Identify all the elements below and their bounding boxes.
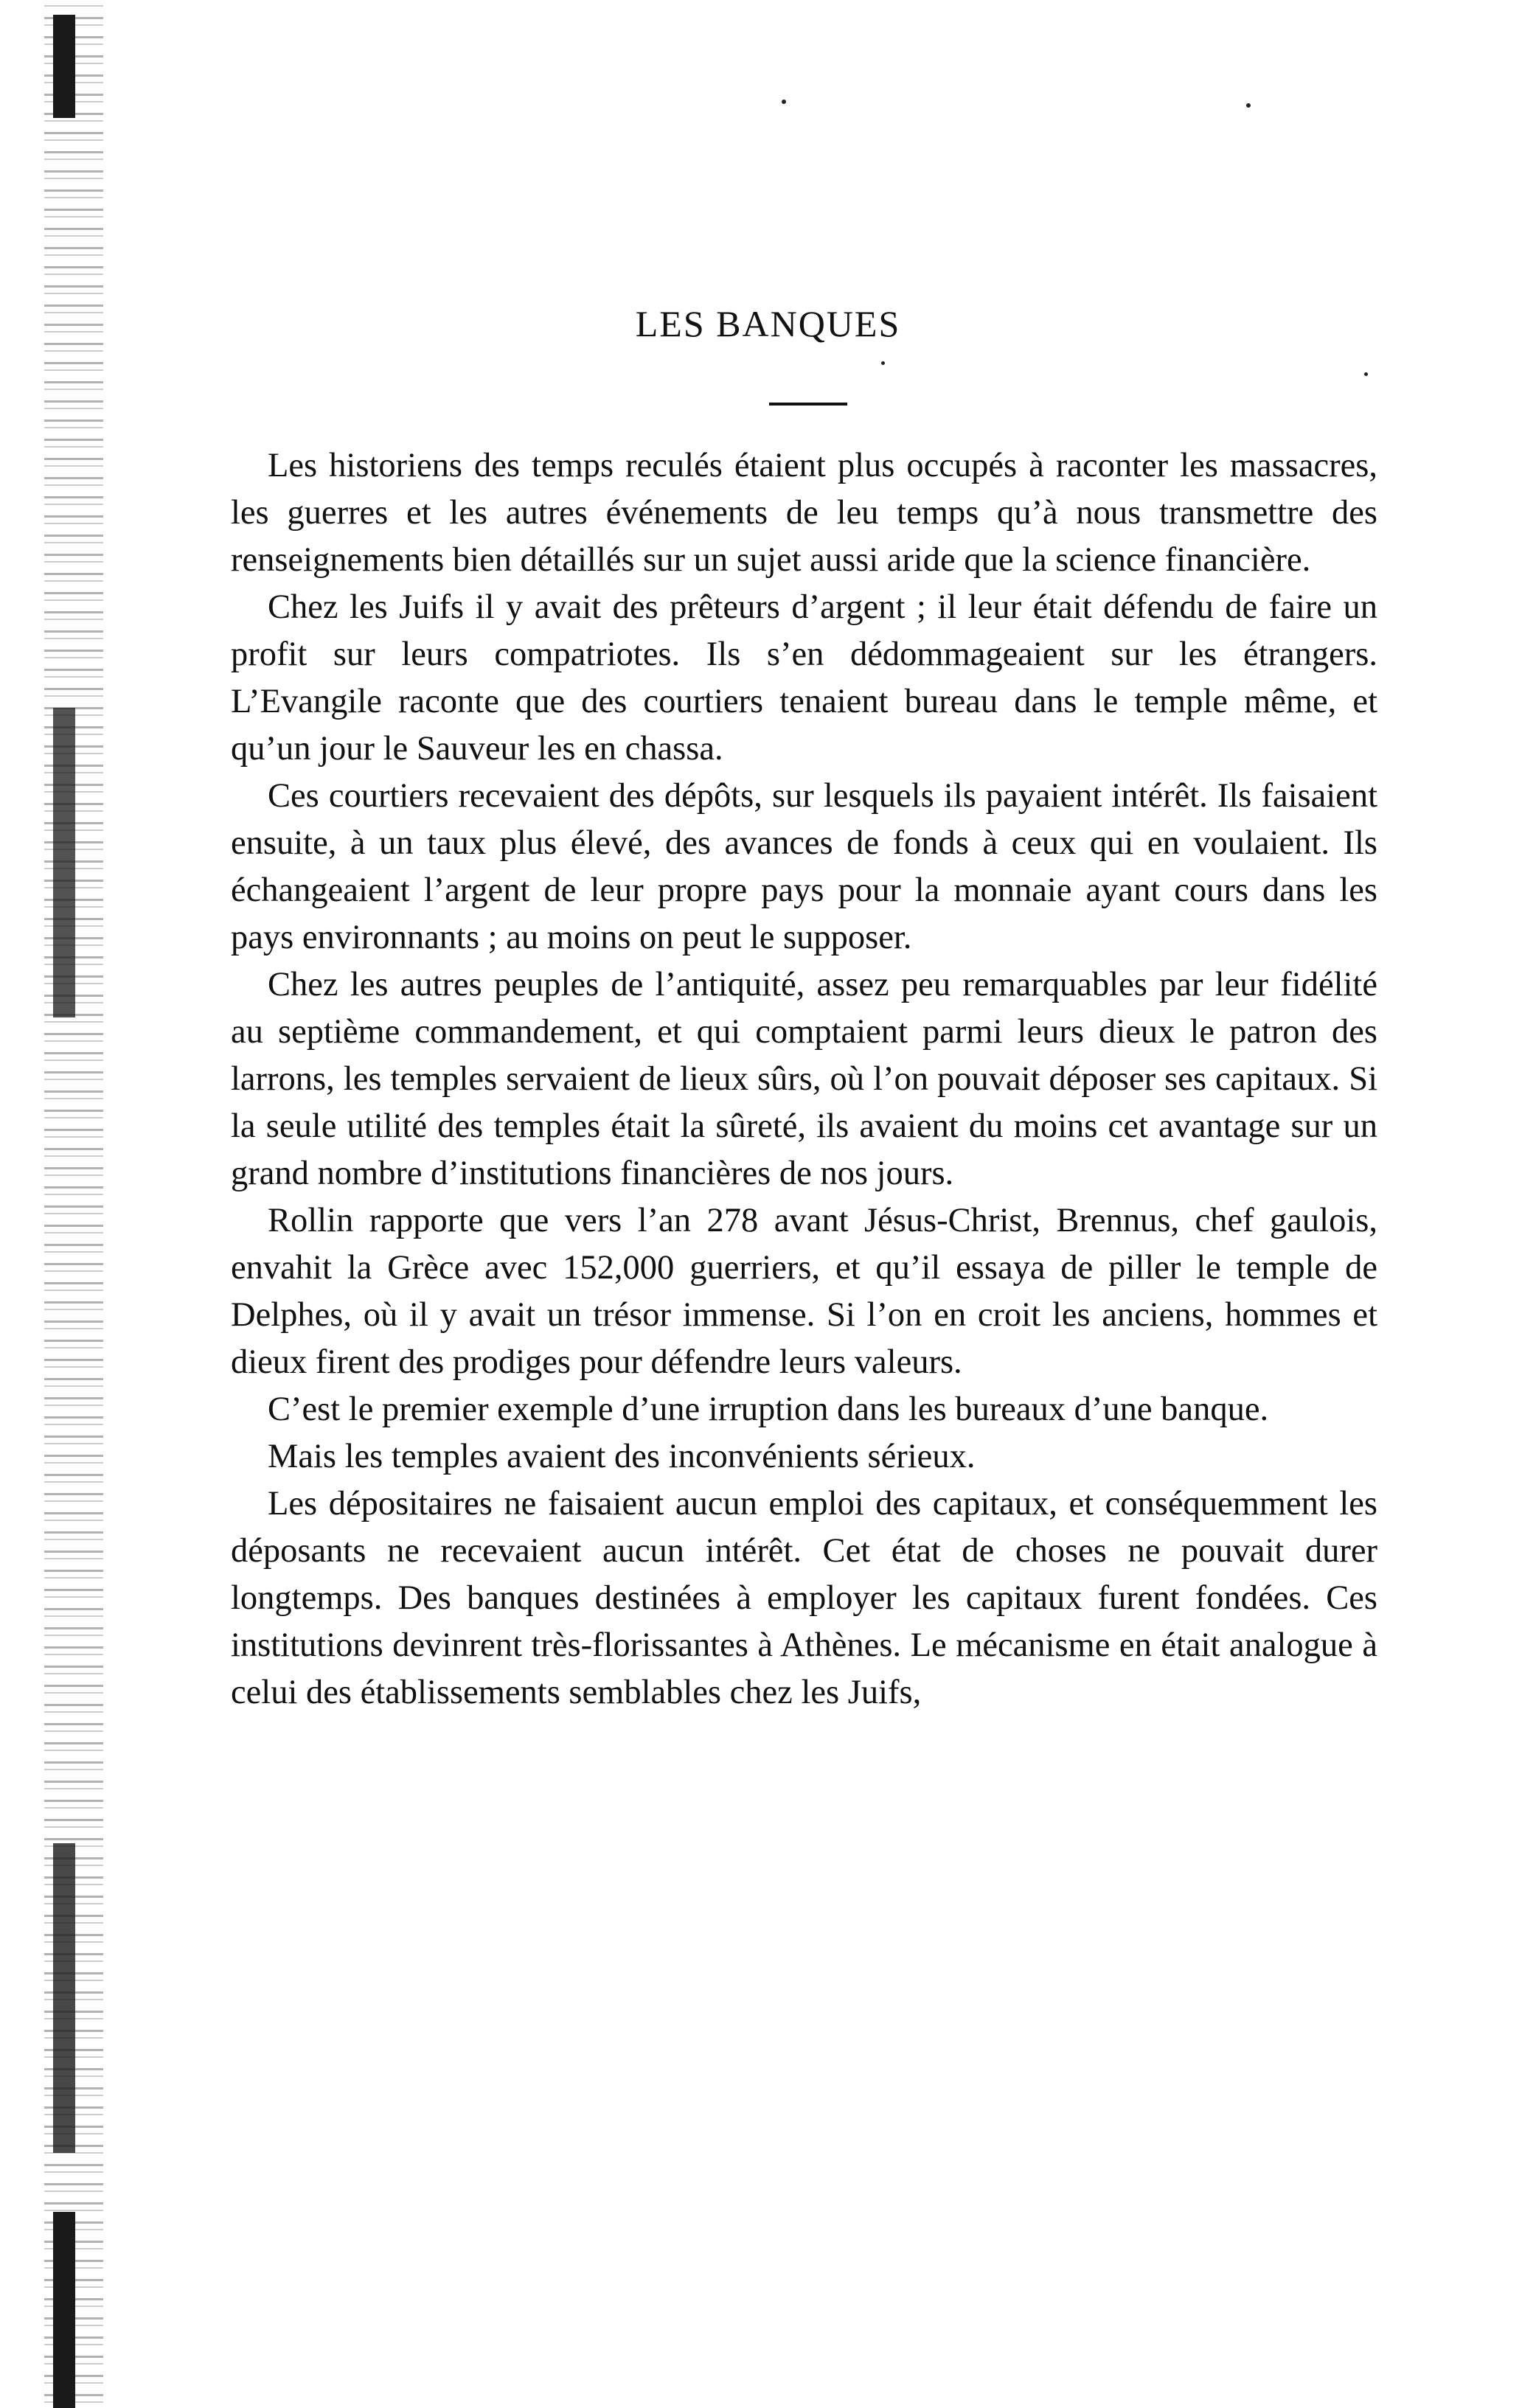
paragraph: Chez les autres peuples de l’antiquité, assez peu remarquables par leur fidélité au septième commandement, et qui comptaient parmi leurs dieux le patron des larrons, les temples servaient de lieux sûrs, où l’on pouvait déposer ses capitaux. Si la seule utilité des temples était la sûreté, ils avaient du moins cet avantage sur un grand nombre d’institutions financières de nos jours. bbox=[231, 966, 1377, 1192]
paragraph: Rollin rapporte que vers l’an 278 avant Jésus-Christ, Brennus, chef gaulois, envahit la Grèce avec 152,000 guerriers, et qu’il essaya de piller le temple de Delphes, où il y avait un trésor immense. Si l’on en croit les anciens, hommes et dieux firent des prodiges pour défendre leurs valeurs. bbox=[231, 1202, 1377, 1381]
binding-shadow bbox=[53, 15, 75, 118]
binding-shadow bbox=[53, 2212, 75, 2408]
paragraph: C’est le premier exemple d’une irruption dans les bureaux d’une banque. bbox=[268, 1391, 1269, 1428]
scan-speck bbox=[1246, 103, 1251, 108]
chapter-title: LES BANQUES bbox=[635, 303, 901, 344]
scan-speck bbox=[881, 361, 885, 365]
paragraph: Chez les Juifs il y avait des prêteurs d’argent ; il leur était défendu de faire un profit sur leurs compatriotes. Ils s’en dédommageaient sur les étrangers. L’Evangile raconte que des courtiers tenaient bureau dans le temple même, et qu’un jour le Sauveur les en chassa. bbox=[231, 588, 1377, 768]
scan-speck bbox=[1364, 372, 1368, 376]
binding-shadow bbox=[53, 708, 75, 1017]
body-text bbox=[231, 442, 1377, 1716]
paragraph: Les historiens des temps reculés étaient plus occupés à raconter les massacres, les guerres et les autres événements de leu temps qu’à nous transmettre des renseignements bien détaillés sur un sujet aussi aride que la science financière. bbox=[231, 447, 1377, 579]
scan-speck bbox=[782, 100, 786, 104]
paragraph: Ces courtiers recevaient des dépôts, sur lesquels ils payaient intérêt. Ils faisaient ensuite, à un taux plus élevé, des avances de fonds à ceux qui en voulaient. Ils échangeaient l’argent de leur propre pays pour la monnaie ayant cours dans les pays environnants ; au moins on peut le supposer. bbox=[231, 777, 1377, 956]
paragraph: Les dépositaires ne faisaient aucun emploi des capitaux, et conséquemment les déposants ne recevaient aucun intérêt. Cet état de choses ne pouvait durer longtemps. Des banques destinées à employer les capitaux furent fondées. Ces institutions devinrent très-florissantes à Athènes. Le mécanisme en était analogue à celui des établissements semblables chez les Juifs, bbox=[231, 1485, 1377, 1711]
binding-shadow bbox=[53, 1843, 75, 2153]
paragraph: Mais les temples avaient des inconvénients sérieux. bbox=[268, 1438, 976, 1475]
title-rule bbox=[769, 403, 847, 406]
